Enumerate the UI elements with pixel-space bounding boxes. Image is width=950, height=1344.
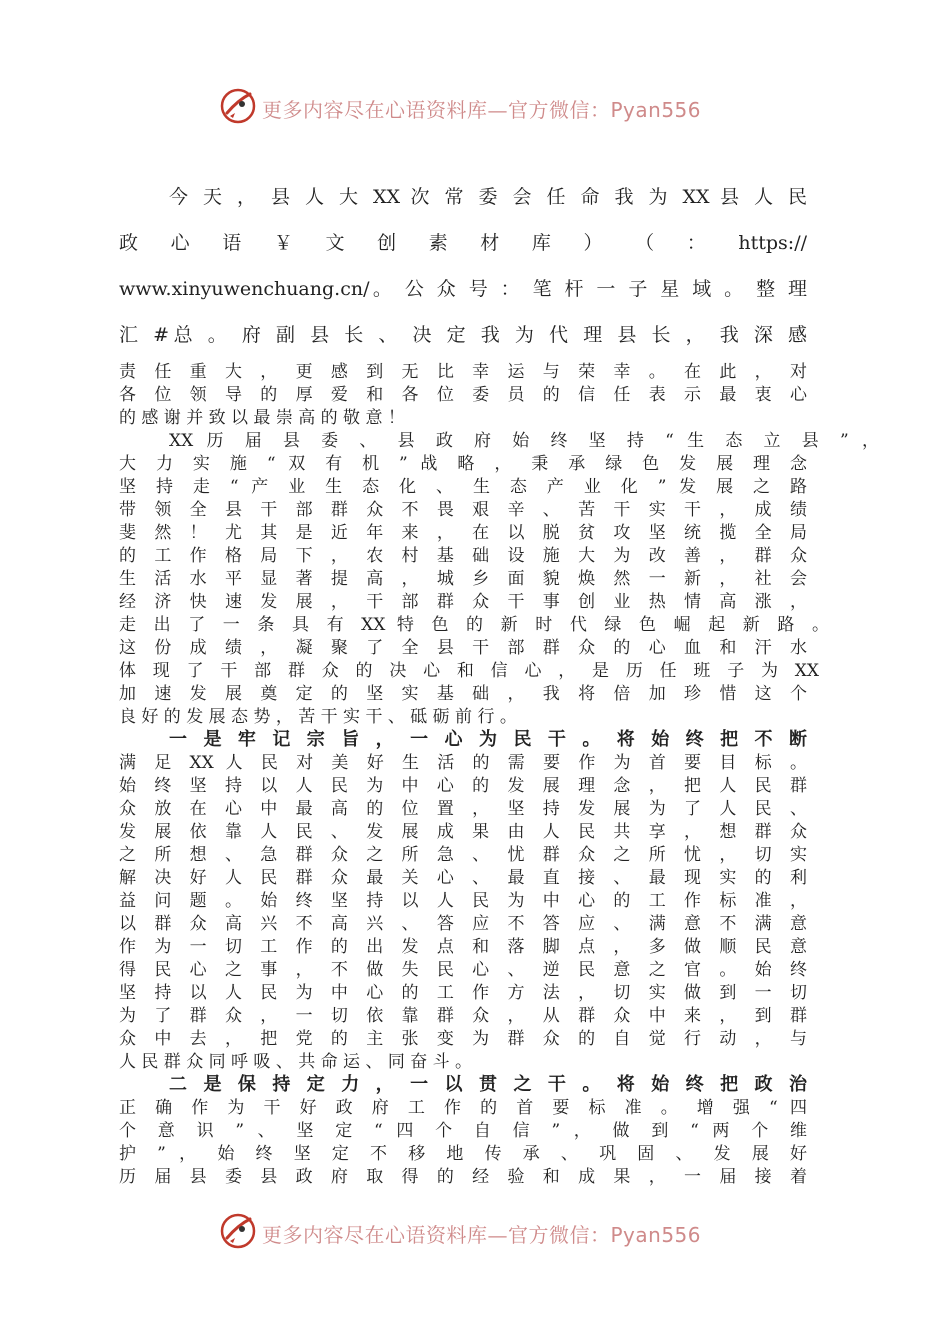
footer-watermark-banner [0,1211,950,1251]
text-line: 为 了 群 众 ， 一 切 依 靠 群 众 ， 从 群 众 中 来 ， 到 群 [119,1006,807,1026]
section-heading-line: 一 是 牢 记 宗 旨 ， 一 心 为 民 干 。 将 始 终 把 不 断 [169,729,808,750]
text-line: 人 民 群 众 同 呼 吸 、 共 命 运 、 同 奋 斗 。 [119,1052,473,1072]
watermark-wechat-id: Pyan556 [610,1223,702,1247]
text-line: 生 活 水 平 显 著 提 高 ， 城 乡 面 貌 焕 然 一 新 ， 社 会 [119,569,807,589]
text-line: 始 终 坚 持 以 人 民 为 中 心 的 发 展 理 念 ， 把 人 民 群 [119,776,807,796]
watermark-text-cn: 更多内容尽在心语资料库—官方微信： [262,1223,611,1247]
text-line: 体 现 了 干 部 群 众 的 决 心 和 信 心 ， 是 历 任 班 子 为 XX [119,661,819,681]
section-heading-line: 二 是 保 持 定 力 ， 一 以 贯 之 干 。 将 始 终 把 政 治 [169,1074,808,1095]
text-line: 个 意 识 ” 、 坚 定 “ 四 个 自 信 ” ， 做 到 “ 两 个 维 [119,1121,807,1141]
watermark-text [262,94,701,123]
header-watermark-banner [0,86,950,126]
text-line: 这 份 成 绩 ， 凝 聚 了 全 县 干 部 群 众 的 心 血 和 汗 水 [119,638,807,658]
text-line: 坚 持 以 人 民 为 中 心 的 工 作 方 法 ， 切 实 做 到 一 切 [119,983,807,1003]
text-line: www.xinyuwenchuang.cn/。 公 众 号 ： 笔 杆 一 子 星 域 。 整 理 [119,278,807,300]
text-line: XX 历 届 县 委 、 县 政 府 始 终 坚 持 “ 生 态 立 县 ” ， [169,431,879,451]
watermark-text-cn: 更多内容尽在心语资料库—官方微信： [262,98,611,122]
text-line: 解 决 好 人 民 群 众 最 关 心 、 最 直 接 、 最 现 实 的 利 [119,868,807,888]
text-line: 的 工 作 格 局 下 ， 农 村 基 础 设 施 大 为 改 善 ， 群 众 [119,546,807,566]
text-line: 的 感 谢 并 致 以 最 崇 高 的 敬 意 ！ [119,408,405,428]
text-line: 护 ” ， 始 终 坚 定 不 移 地 传 承 、 巩 固 、 发 展 好 [119,1144,807,1164]
text-line: 带 领 全 县 干 部 群 众 不 畏 艰 辛 、 苦 干 实 干 ， 成 绩 [119,500,807,520]
text-line: 经 济 快 速 发 展 ， 干 部 群 众 干 事 创 业 热 情 高 涨 ， [119,592,807,612]
text-line: 汇 #总 。 府 副 县 长 、 决 定 我 为 代 理 县 长 ， 我 深 感 [119,324,807,346]
text-line: 坚 持 走 “ 产 业 生 态 化 、 生 态 产 业 化 ” 发 展 之 路 [119,477,807,497]
text-line: 责 任 重 大 ， 更 感 到 无 比 幸 运 与 荣 幸 。 在 此 ， 对 [119,362,807,382]
text-line: 各 位 领 导 的 厚 爱 和 各 位 委 员 的 信 任 表 示 最 衷 心 [119,385,807,405]
text-line: 良 好 的 发 展 态 势 ， 苦 干 实 干 、 砥 砺 前 行 。 [119,707,517,727]
text-line: 历 届 县 委 县 政 府 取 得 的 经 验 和 成 果 ， 一 届 接 着 [119,1167,807,1187]
text-line: 今 天 ， 县 人 大 XX 次 常 委 会 任 命 我 为 XX 县 人 民 [169,186,807,208]
text-line: 政 心 语 ￥ 文 创 素 材 库 ） （ ： https:// [119,232,807,254]
watermark-wechat-id: Pyan556 [610,98,702,122]
text-line: 走 出 了 一 条 具 有 XX 特 色 的 新 时 代 绿 色 崛 起 新 路 。 [119,615,829,635]
text-line: 益 问 题 。 始 终 坚 持 以 人 民 为 中 心 的 工 作 标 准 ， [119,891,807,911]
text-line: 满 足 XX 人 民 对 美 好 生 活 的 需 要 作 为 首 要 目 标 。 [119,753,807,773]
text-line: 大 力 实 施 “ 双 有 机 ” 战 略 ， 秉 承 绿 色 发 展 理 念 [119,454,807,474]
text-line: 斐 然 ！ 尤 其 是 近 年 来 ， 在 以 脱 贫 攻 坚 统 揽 全 局 [119,523,807,543]
text-line: 以 群 众 高 兴 不 高 兴 、 答 应 不 答 应 、 满 意 不 满 意 [119,914,807,934]
text-line: 作 为 一 切 工 作 的 出 发 点 和 落 脚 点 ， 多 做 顺 民 意 [119,937,807,957]
brush-logo-icon [218,86,258,126]
text-line: 众 放 在 心 中 最 高 的 位 置 ， 坚 持 发 展 为 了 人 民 、 [119,799,807,819]
text-line: 正 确 作 为 干 好 政 府 工 作 的 首 要 标 准 。 增 强 “ 四 [119,1098,807,1118]
text-line: 得 民 心 之 事 ， 不 做 失 民 心 、 逆 民 意 之 官 。 始 终 [119,960,807,980]
text-line: 发 展 依 靠 人 民 、 发 展 成 果 由 人 民 共 享 ， 想 群 众 [119,822,807,842]
text-line: 之 所 想 、 急 群 众 之 所 急 、 忧 群 众 之 所 忧 ， 切 实 [119,845,807,865]
brush-logo-icon [218,1211,258,1251]
text-line: 众 中 去 ， 把 党 的 主 张 变 为 群 众 的 自 觉 行 动 ， 与 [119,1029,807,1049]
text-line: 加 速 发 展 奠 定 的 坚 实 基 础 ， 我 将 倍 加 珍 惜 这 个 [119,684,807,704]
watermark-text [262,1219,701,1248]
